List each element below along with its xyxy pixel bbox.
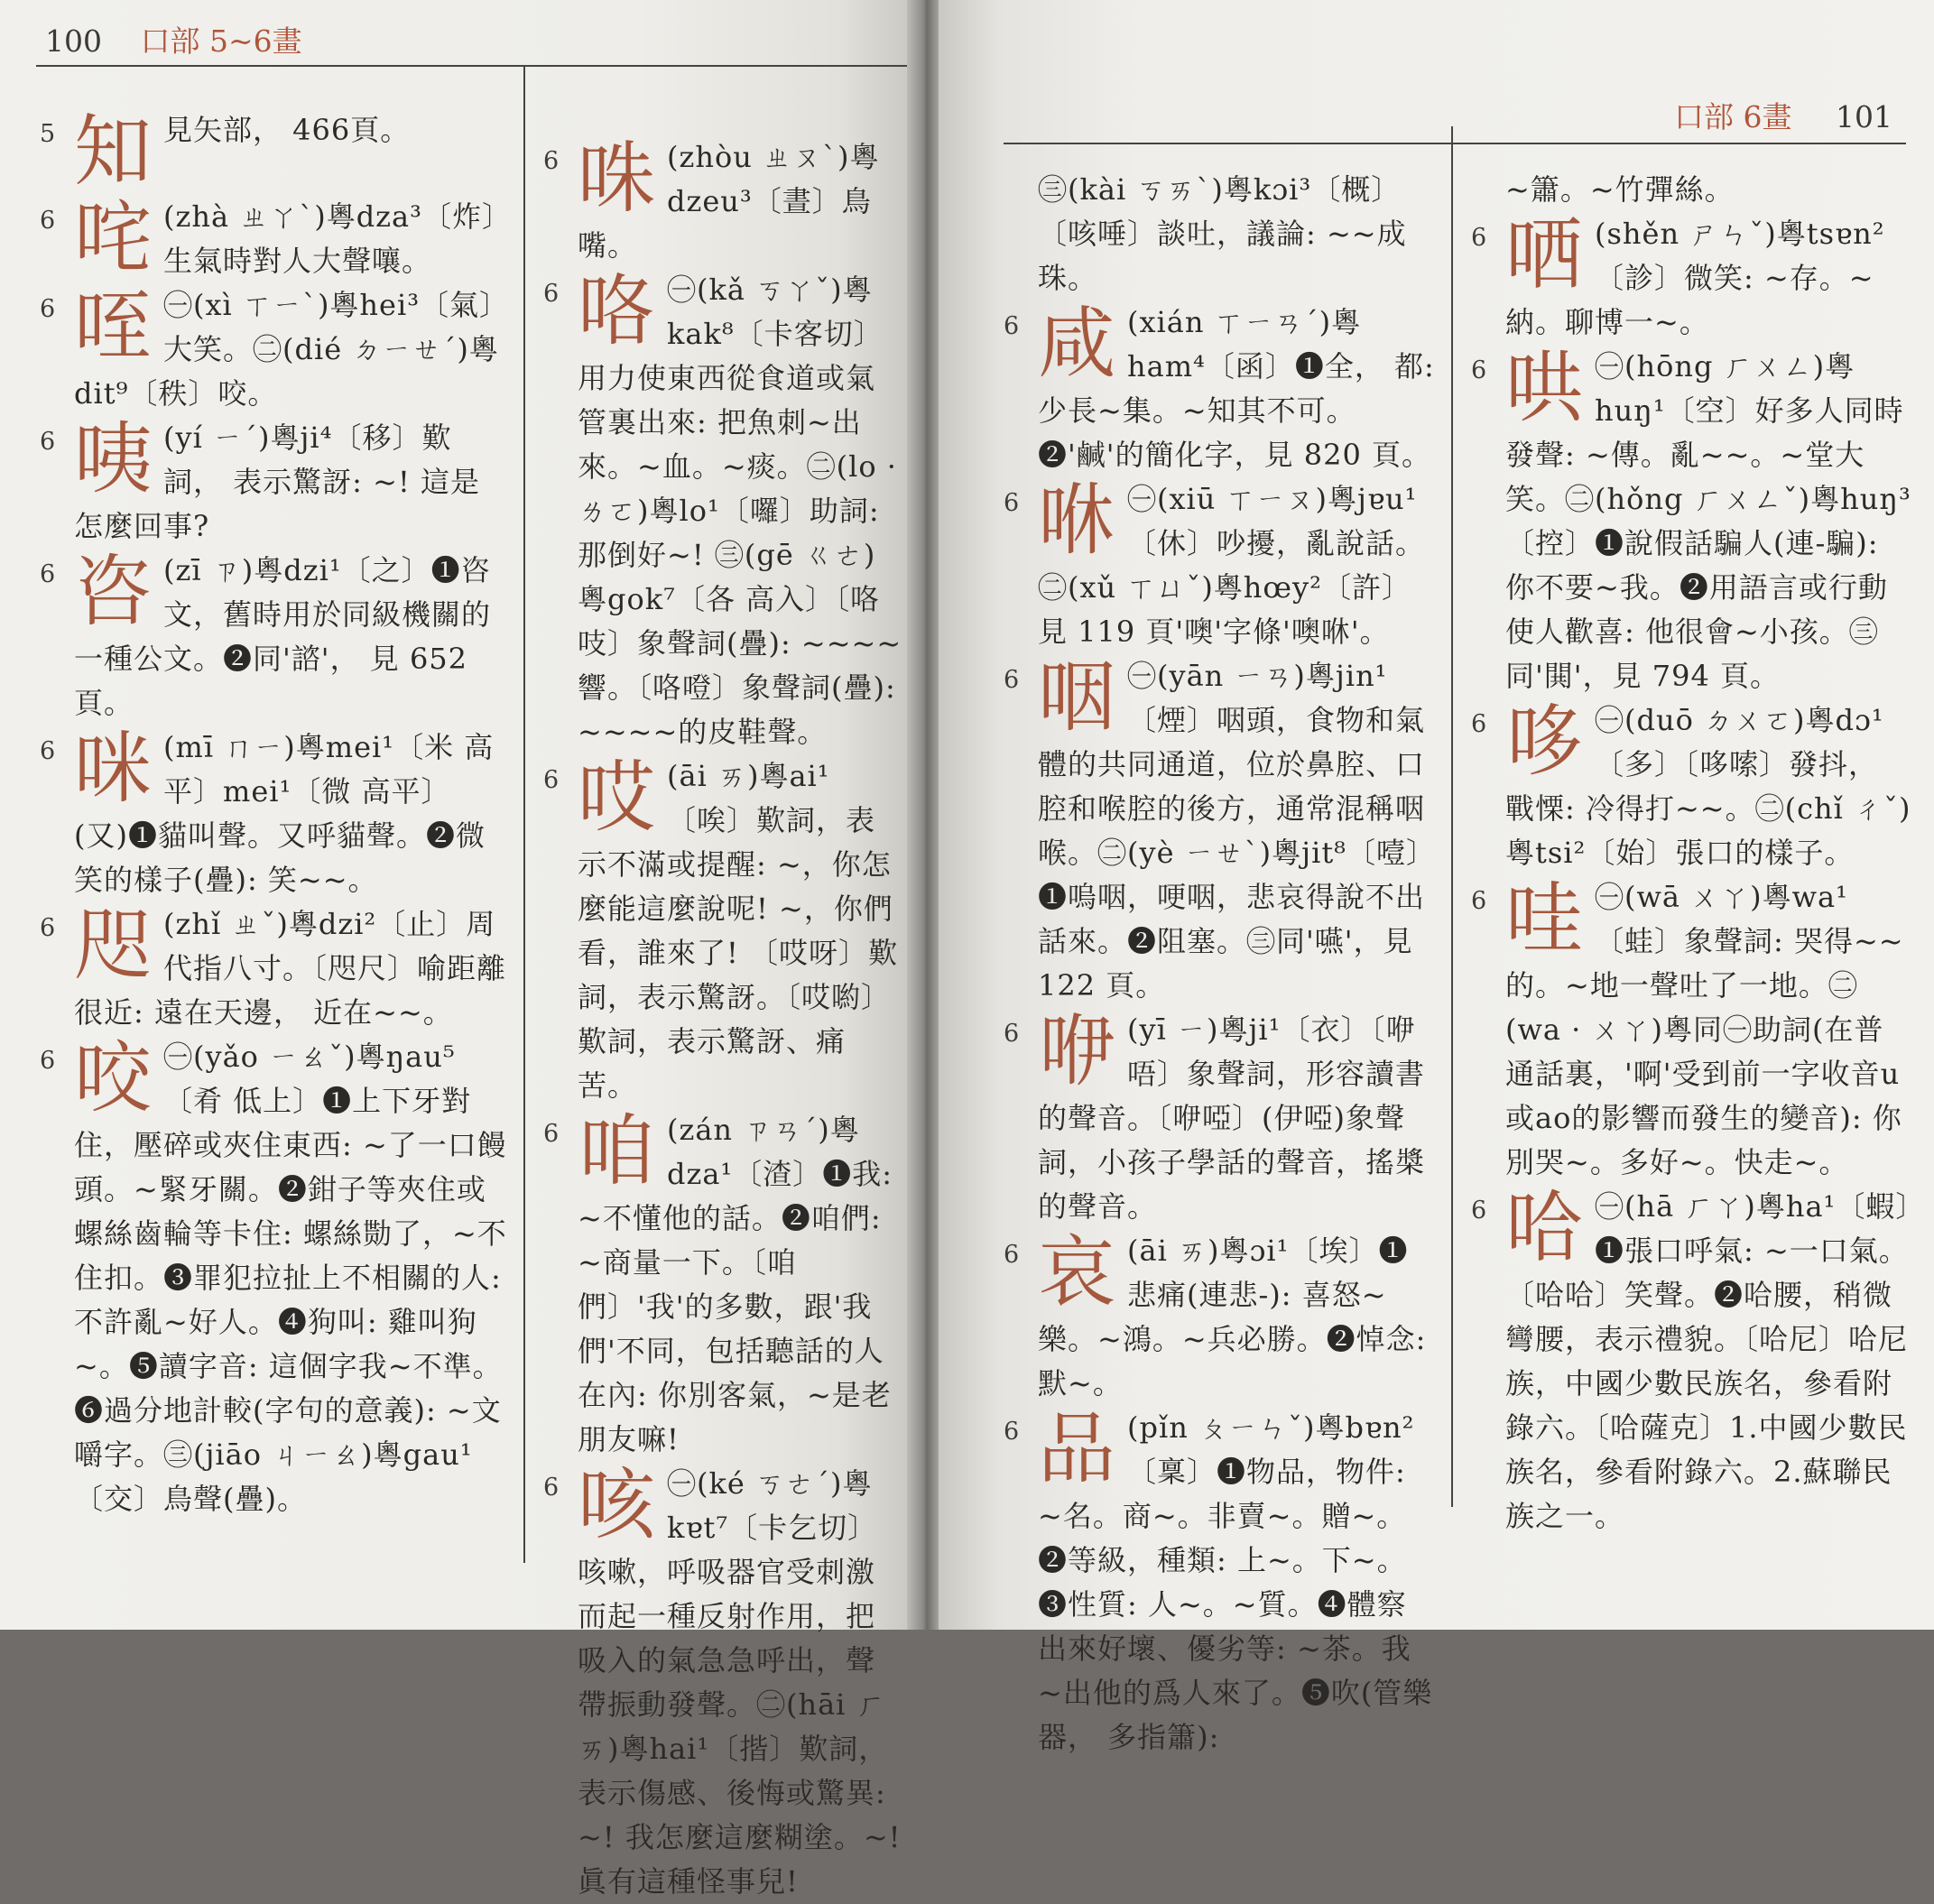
stroke-count: 6 <box>543 147 560 175</box>
left-column-1 <box>40 106 507 1521</box>
right-column-2 <box>1471 168 1911 1539</box>
dictionary-entry <box>1004 476 1435 654</box>
entry-definition: ㊀(hā ㄏㄚ)粵ha¹〔蝦〕❶張口呼氣: ~一口氣。〔哈哈〕笑聲。❷哈腰，稍微彎腰，表示禮貌。〔哈尼〕哈尼族，中國少數民族名，參看附錄六。〔哈薩克〕1.中國少數民族名，參看附錄六。2.蘇聯民族之一。 <box>1505 1189 1911 1533</box>
dictionary-entry <box>1505 168 1911 212</box>
dictionary-entry <box>40 1033 507 1521</box>
headword-character: 哆 <box>1505 697 1584 787</box>
headword-character: 咦 <box>74 414 153 504</box>
dictionary-entry <box>40 193 507 283</box>
dictionary-entry <box>40 106 507 197</box>
dictionary-entry <box>1471 210 1911 345</box>
stroke-count: 6 <box>40 1047 57 1075</box>
dictionary-entry <box>543 134 902 268</box>
column-divider <box>1451 126 1453 1507</box>
stroke-count: 6 <box>543 280 560 308</box>
headword-character: 哇 <box>1505 873 1584 964</box>
headword-character: 哂 <box>1505 210 1584 300</box>
stroke-count: 6 <box>1004 312 1021 340</box>
entry-definition: (pǐn ㄆㄧㄣˇ)粵bɐn²〔稟〕❶物品，物件: ~名。商~。非賣~。贈~。❷等級，種類: 上~。下~。❸性質: 人~。~質。❹體察出來好壞、優劣等: ~茶。我~出他的爲人來了。❺吹(管樂器， 多指簫): <box>1038 1410 1433 1754</box>
dictionary-entry <box>1004 1404 1435 1760</box>
book-gutter <box>907 0 943 1630</box>
right-column-1 <box>1004 168 1435 1760</box>
headword-character: 哈 <box>1505 1183 1584 1273</box>
left-page <box>0 0 911 1899</box>
dictionary-entry <box>1004 652 1435 1008</box>
entry-definition: 見矢部， 466頁。 <box>163 113 411 147</box>
dictionary-entry <box>1004 1006 1435 1229</box>
dictionary-entry <box>40 282 507 416</box>
entry-definition: (zhòu ㄓㄡˋ)粵dzeu³〔晝〕鳥嘴。 <box>578 140 880 263</box>
headword-character: 咿 <box>1038 1006 1116 1096</box>
entry-definition: ㊀(yǎo ㄧㄠˇ)粵ŋau⁵〔肴 低上〕❶上下牙對住，壓碎或夾住東西: ~了一口饅頭。~緊牙關。❷鉗子等夾住或螺絲齒輪等卡住: 螺絲勚了，~不住扣。❸罪犯拉扯上不相關的人: 不許亂~好人。❹狗叫: 雞叫狗~。❺讀字音: 這個字我~不準。❻過分地計較(字句的意義): ~文嚼字。㊂(jiāo ㄐㄧㄠ)粵gau¹〔交〕鳥聲(疊)。 <box>74 1040 507 1516</box>
entry-definition: (mī ㄇㄧ)粵mei¹〔米 高平〕mei¹〔微 高平〕(又)❶貓叫聲。又呼貓聲。❷微笑的樣子(疊): 笑~~。 <box>74 730 495 897</box>
dictionary-entry <box>1471 343 1911 698</box>
headword-character: 咯 <box>578 266 656 356</box>
dictionary-entry <box>543 1460 902 1904</box>
headword-character: 咸 <box>1038 299 1116 389</box>
headword-character: 哄 <box>1505 343 1584 433</box>
dictionary-entry <box>40 901 507 1035</box>
headword-character: 知 <box>74 106 153 197</box>
dictionary-entry <box>1004 299 1435 477</box>
headword-character: 咻 <box>1038 476 1116 566</box>
stroke-count: 6 <box>1471 887 1488 915</box>
entry-definition: ㊀(xiū ㄒㄧㄡ)粵jɐu¹〔休〕吵擾，亂說話。㊁(xǔ ㄒㄩˇ)粵hœy²〔許〕見 119 頁'噢'字條'噢咻'。 <box>1038 482 1426 649</box>
entry-definition: (zán ㄗㄢˊ)粵dza¹〔渣〕❶我: ~不懂他的話。❷咱們: ~商量一下。〔咱們〕'我'的多數，跟'我們'不同，包括聽話的人在內: 你別客氣，~是老朋友嘛! <box>578 1113 893 1456</box>
stroke-count: 6 <box>1471 1197 1488 1225</box>
entry-definition: ㊀(xì ㄒㄧˋ)粵hei³〔氣〕大笑。㊁(dié ㄉㄧㄝˊ)粵dit⁹〔秩〕咬。 <box>74 288 499 411</box>
headword-character: 哎 <box>578 753 656 843</box>
dictionary-entry <box>543 266 902 754</box>
header-rule <box>1004 143 1906 144</box>
page-number: 101 <box>1836 99 1892 134</box>
headword-character: 咮 <box>578 134 656 224</box>
headword-character: 咳 <box>578 1460 656 1550</box>
entry-definition: ㊀(yān ㄧㄢ)粵jin¹〔煙〕咽頭，食物和氣體的共同通道，位於鼻腔、口腔和喉腔的後方，通常混稱咽喉。㊁(yè ㄧㄝˋ)粵jit⁸〔噎〕❶嗚咽，哽咽，悲哀得說不出話來。❷阻塞。㊂同'嚥'，見 122 頁。 <box>1038 659 1426 1003</box>
dictionary-entry <box>1471 873 1911 1185</box>
dictionary-entry <box>1471 697 1911 875</box>
section-title: 口部 6畫 <box>1674 99 1792 134</box>
dictionary-entry <box>1038 168 1435 300</box>
stroke-count: 6 <box>40 914 57 942</box>
right-page <box>939 0 1934 1754</box>
entry-definition: (yí ㄧˊ)粵ji⁴〔移〕歎詞， 表示驚訝: ~! 這是怎麼回事? <box>74 421 480 543</box>
entry-definition: ㊀(hōng ㄏㄨㄥ)粵huŋ¹〔空〕好多人同時發聲: ~傳。亂~~。~堂大笑。㊁(hǒng ㄏㄨㄥˇ)粵huŋ³〔控〕❶說假話騙人(連-騙): 你不要~我。❷用語言或行動使人歡喜: 他很會~小孩。㊂同'閧'，見 794 頁。 <box>1505 349 1911 693</box>
headword-character: 咫 <box>74 901 153 991</box>
stroke-count: 6 <box>40 560 57 588</box>
right-page-header <box>1674 94 1892 136</box>
headword-character: 咨 <box>74 547 153 637</box>
header-rule <box>36 65 911 67</box>
entry-definition: ~簫。~竹彈絲。 <box>1505 172 1735 207</box>
stroke-count: 6 <box>1471 224 1488 252</box>
page-number: 100 <box>45 23 102 59</box>
section-title: 口部 5~6畫 <box>140 23 302 59</box>
entry-definition: (āi ㄞ)粵ai¹〔唉〕歎詞，表示不滿或提醒: ~，你怎麼能這麼說呢! ~，你們看，誰來了! 〔哎呀〕歎詞，表示驚訝。〔哎喲〕歎詞，表示驚訝、痛苦。 <box>578 759 899 1103</box>
left-column-2 <box>543 134 902 1904</box>
left-page-header <box>45 18 302 60</box>
entry-definition: (āi ㄞ)粵ɔi¹〔埃〕❶悲痛(連悲-): 喜怒~樂。~鴻。~兵必勝。❷悼念: 默~。 <box>1038 1234 1427 1400</box>
dictionary-entry <box>543 1106 902 1462</box>
stroke-count: 6 <box>40 428 57 456</box>
entry-definition: ㊂(kài ㄎㄞˋ)粵kɔi³〔概〕〔咳唾〕談吐，議論: ~~成珠。 <box>1038 172 1407 295</box>
stroke-count: 6 <box>1004 489 1021 517</box>
stroke-count: 6 <box>40 737 57 765</box>
stroke-count: 6 <box>543 1474 560 1502</box>
entry-definition: ㊀(wā ㄨㄚ)粵wa¹〔蛙〕象聲詞: 哭得~~的。~地一聲吐了一地。㊁(wa · ㄨㄚ)粵同㊀助詞(在普通話裏，'啊'受到前一字收音u或ao的影響而發生的變音): 你別哭~。多好~。快走~。 <box>1505 880 1904 1179</box>
stroke-count: 6 <box>1004 666 1021 694</box>
stroke-count: 6 <box>1471 356 1488 384</box>
stroke-count: 6 <box>1004 1020 1021 1048</box>
entry-definition: ㊀(duō ㄉㄨㄛ)粵dɔ¹〔多〕〔哆嗦〕發抖， 戰慄: 冷得打~~。㊁(chǐ ㄔˇ)粵tsi²〔始〕張口的樣子。 <box>1505 703 1911 870</box>
stroke-count: 6 <box>543 1120 560 1148</box>
headword-character: 咤 <box>74 193 153 283</box>
stroke-count: 6 <box>1004 1418 1021 1446</box>
entry-definition: (zhǐ ㄓˇ)粵dzi²〔止〕周代指八寸。〔咫尺〕喻距離很近: 遠在天邊， 近在~~。 <box>74 907 507 1030</box>
headword-character: 咬 <box>74 1033 153 1123</box>
headword-character: 咽 <box>1038 652 1116 743</box>
dictionary-entry <box>40 414 507 549</box>
headword-character: 咱 <box>578 1106 656 1197</box>
headword-character: 哀 <box>1038 1227 1116 1317</box>
dictionary-entry <box>1004 1227 1435 1406</box>
stroke-count: 5 <box>40 120 57 148</box>
stroke-count: 6 <box>1471 710 1488 738</box>
entry-definition: (xián ㄒㄧㄢˊ)粵ham⁴〔函〕❶全， 都: 少長~集。~知其不可。❷'鹹'的簡化字，見 820 頁。 <box>1038 305 1435 472</box>
entry-definition: (yī ㄧ)粵ji¹〔衣〕〔咿唔〕象聲詞，形容讀書的聲音。〔咿啞〕(伊啞)象聲詞，小孩子學話的聲音，搖槳的聲音。 <box>1038 1012 1426 1224</box>
headword-character: 咪 <box>74 724 153 814</box>
headword-character: 品 <box>1038 1404 1116 1494</box>
stroke-count: 6 <box>543 766 560 794</box>
stroke-count: 6 <box>40 295 57 323</box>
entry-definition: (zī ㄗ)粵dzi¹〔之〕❶咨文，舊時用於同級機關的一種公文。❷同'諮'， 見 652 頁。 <box>74 553 492 720</box>
entry-definition: (zhà ㄓㄚˋ)粵dza³〔炸〕生氣時對人大聲嚷。 <box>163 199 497 278</box>
dictionary-entry <box>543 753 902 1108</box>
dictionary-entry <box>40 724 507 902</box>
column-divider <box>523 65 525 1563</box>
dictionary-entry <box>1471 1183 1911 1539</box>
entry-definition: ㊀(ké ㄎㄜˊ)粵kɐt⁷〔卡乞切〕咳嗽，呼吸器官受刺激而起一種反射作用，把吸入的氣急急呼出，聲帶振動發聲。㊁(hāi ㄏㄞ)粵hai¹〔揩〕歎詞，表示傷感、後悔或驚異: ~! 我怎麼這麼糊塗。~! 眞有這種怪事兒! <box>578 1466 902 1899</box>
stroke-count: 6 <box>1004 1241 1021 1269</box>
entry-definition: (shěn ㄕㄣˇ)粵tsɐn²〔診〕微笑: ~存。~納。聊博一~。 <box>1505 217 1885 339</box>
stroke-count: 6 <box>40 207 57 235</box>
dictionary-entry <box>40 547 507 726</box>
headword-character: 咥 <box>74 282 153 372</box>
entry-definition: ㊀(kǎ ㄎㄚˇ)粵kak⁸〔卡客切〕用力使東西從食道或氣管裏出來: 把魚刺~出來。~血。~痰。㊁(lo · ㄌㄛ)粵lo¹〔囉〕助詞: 那倒好~! ㊂(gē ㄍㄜ)粵gok⁷〔各 高入〕〔咯吱〕象聲詞(疊): ~~~~響。〔咯噔〕象聲詞(疊): ~~~~的皮鞋聲。 <box>578 273 902 749</box>
